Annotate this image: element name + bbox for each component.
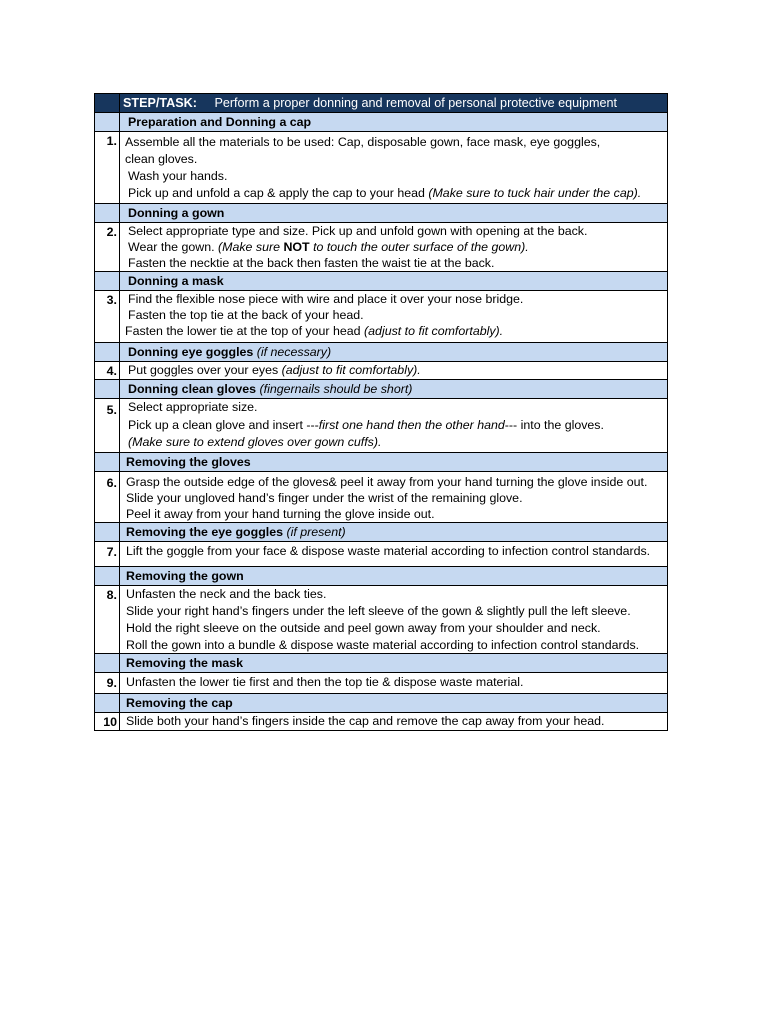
step-row [95, 712, 668, 730]
section-header-row [95, 693, 668, 712]
step-text: Slide both your hand’s fingers inside the cap and remove the cap away from your head. [120, 712, 668, 730]
section-header-row [95, 380, 668, 399]
step-row [95, 223, 668, 272]
step-row [95, 585, 668, 653]
table-title-row [95, 94, 668, 113]
section-header-row [95, 113, 668, 132]
step-number: 7. [95, 541, 120, 566]
section-header-row [95, 452, 668, 471]
section-title: Removing the gown [126, 568, 244, 583]
step-row [95, 399, 668, 453]
task-title: Perform a proper donning and removal of personal protective equipment [214, 96, 617, 110]
section-note: (if present) [286, 524, 346, 539]
step-number: 6. [95, 471, 120, 522]
procedure-table [94, 93, 668, 731]
section-header-row [95, 653, 668, 672]
section-title: Removing the eye goggles [126, 524, 283, 539]
section-note: (fingernails should be short) [259, 382, 413, 396]
step-number: 2. [95, 223, 120, 272]
step-row [95, 291, 668, 343]
title-number-cell [95, 94, 120, 113]
section-header-row [95, 343, 668, 362]
step-task-label: STEP/TASK: [123, 96, 197, 110]
section-header-row [95, 522, 668, 541]
step-number: 8. [95, 585, 120, 653]
step-number: 9. [95, 672, 120, 693]
step-text: Select appropriate type and size. Pick up and unfold gown with opening at the back. Wear the gown. (Make sure NOT to touch the outer surface of the gown). Fasten the necktie at the back then fasten the waist tie at the back. [120, 223, 668, 272]
step-row [95, 541, 668, 566]
step-number: 10 [95, 712, 120, 730]
step-row [95, 132, 668, 204]
section-title: Donning clean gloves [128, 382, 257, 396]
step-text: Unfasten the neck and the back ties. Slide your right hand’s fingers under the left sleeve of the gown & slightly pull the left sleeve. Hold the right sleeve on the outside and peel gown away from your shoulder and neck. Roll the gown into a bundle & dispose waste material according to infection control standards. [120, 585, 668, 653]
step-text: Assemble all the materials to be used: Cap, disposable gown, face mask, eye goggles, clean gloves. Wash your hands. Pick up and unfold a cap & apply the cap to your head (Make sure to tuck hair under the cap). [120, 132, 668, 204]
step-row [95, 672, 668, 693]
section-title: Preparation and Donning a cap [128, 115, 312, 129]
section-header-row [95, 566, 668, 585]
step-text: Select appropriate size. Pick up a clean glove and insert ---first one hand then the other hand--- into the gloves. (Make sure to extend gloves over gown cuffs). [120, 399, 668, 453]
step-number: 5. [95, 399, 120, 453]
section-title: Removing the mask [126, 655, 244, 670]
section-title: Removing the cap [126, 695, 233, 710]
step-row [95, 362, 668, 380]
step-text: Lift the goggle from your face & dispose waste material according to infection control standards. [120, 541, 668, 566]
step-text: Unfasten the lower tie first and then the top tie & dispose waste material. [120, 672, 668, 693]
section-title: Donning a gown [128, 206, 225, 220]
step-number: 4. [95, 362, 120, 380]
section-header-row [95, 272, 668, 291]
section-title: Removing the gloves [126, 454, 251, 469]
section-title: Donning a mask [128, 274, 224, 288]
step-number: 3. [95, 291, 120, 343]
section-title: Donning eye goggles [128, 345, 254, 359]
ppe-procedure-document [94, 93, 668, 731]
step-number: 1. [95, 132, 120, 204]
step-text: Find the flexible nose piece with wire and place it over your nose bridge. Fasten the top tie at the back of your head. Fasten the lower tie at the top of your head (adjust to fit comfortably). [120, 291, 668, 343]
section-note: (if necessary) [256, 345, 332, 359]
title-cell [120, 94, 668, 113]
step-text: Put goggles over your eyes (adjust to fit comfortably). [120, 362, 668, 380]
step-row [95, 471, 668, 522]
section-header-row [95, 204, 668, 223]
step-text: Grasp the outside edge of the gloves& peel it away from your hand turning the glove inside out. Slide your ungloved hand’s finger under the wrist of the remaining glove. Peel it away from your hand turning the glove inside out. [120, 471, 668, 522]
